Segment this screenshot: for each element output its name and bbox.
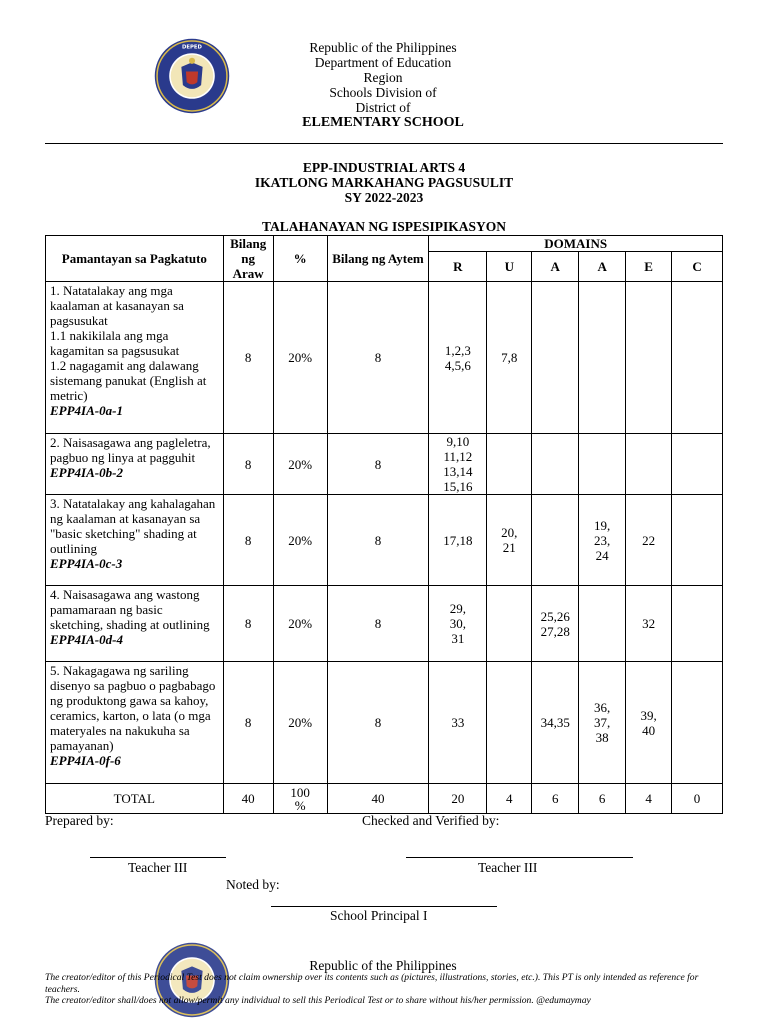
items-cell: 8 (327, 495, 429, 586)
a2-cell (579, 586, 626, 662)
e-cell: 32 (626, 586, 672, 662)
total-a2: 6 (579, 784, 626, 814)
header-c: C (672, 252, 723, 282)
e-cell (626, 434, 672, 495)
principal-title: School Principal I (330, 908, 428, 923)
percent-cell: 20% (273, 495, 327, 586)
signature-line-teacher-right (406, 857, 633, 858)
competency-text: 1. Natatalakay ang mga kaalaman at kasanayan sa pagsusukat 1.1 nakikilala ang mga kagamitan sa pagsusukat 1.2 nagagamit ang dalawang sistemang panukat (English at metric) (50, 283, 207, 403)
header-a2: A (579, 252, 626, 282)
items-cell: 8 (327, 434, 429, 495)
signature-line-teacher-left (90, 857, 226, 858)
competency-code: EPP4IA-0a-1 (50, 403, 123, 418)
header-row (46, 236, 723, 252)
competency-cell (46, 586, 224, 662)
table-caption: TALAHANAYAN NG ISPESIPIKASYON (261, 219, 507, 234)
u-cell: 20, 21 (487, 495, 532, 586)
header-competency: Pamantayan sa Pagkatuto (46, 236, 224, 282)
noted-by-label: Noted by: (226, 877, 280, 892)
header-republic: Republic of the Philippines (309, 40, 457, 55)
teacher-left-title: Teacher III (128, 860, 188, 875)
signature-line-principal (271, 906, 497, 907)
percent-cell: 20% (273, 662, 327, 784)
a2-cell: 36, 37, 38 (579, 662, 626, 784)
r-cell: 1,2,3 4,5,6 (429, 282, 487, 434)
days-cell: 8 (223, 586, 273, 662)
items-cell: 8 (327, 282, 429, 434)
c-cell (672, 434, 723, 495)
competency-cell (46, 662, 224, 784)
competency-code: EPP4IA-0f-6 (50, 753, 121, 768)
a1-cell: 25,26 27,28 (532, 586, 579, 662)
header-division: Schools Division of (329, 85, 437, 100)
total-items: 40 (327, 784, 429, 814)
title-exam: IKATLONG MARKAHANG PAGSUSULIT (254, 175, 514, 190)
a2-cell: 19, 23, 24 (579, 495, 626, 586)
exam-title (150, 160, 618, 205)
u-cell: 7,8 (487, 282, 532, 434)
a2-cell (579, 282, 626, 434)
header-block (200, 40, 566, 130)
total-c: 0 (672, 784, 723, 814)
checked-by-label: Checked and Verified by: (362, 813, 500, 828)
header-u: U (487, 252, 532, 282)
items-cell: 8 (327, 662, 429, 784)
table-row (46, 586, 723, 662)
competency-cell (46, 434, 224, 495)
total-u: 4 (487, 784, 532, 814)
header-divider (45, 143, 723, 144)
total-row (46, 784, 723, 814)
total-a1: 6 (532, 784, 579, 814)
e-cell: 22 (626, 495, 672, 586)
competency-cell (46, 282, 224, 434)
disclaimer-ownership: The creator/editor of this Periodical Test does not claim ownership over its contents such as (pictures, illustrations, stories, etc.). This PT is only intended as reference for teachers. (45, 972, 699, 995)
table-row (46, 662, 723, 784)
u-cell (487, 434, 532, 495)
competency-text: 4. Naisasagawa ang wastong pamamaraan ng basic sketching, shading at outlining (50, 587, 210, 632)
competency-code: EPP4IA-0d-4 (50, 632, 123, 647)
days-cell: 8 (223, 495, 273, 586)
total-percent: 100 % (273, 784, 327, 814)
prepared-by-label: Prepared by: (45, 813, 114, 828)
header-e: E (626, 252, 672, 282)
header-district: District of (355, 100, 411, 115)
e-cell: 39, 40 (626, 662, 672, 784)
teacher-right-title: Teacher III (478, 860, 538, 875)
u-cell (487, 662, 532, 784)
competency-text: 3. Natatalakay ang kahalagahan ng kaalaman at kasanayan sa "basic sketching" shading at outlining (50, 496, 216, 556)
a1-cell (532, 282, 579, 434)
header-region: Region (363, 70, 403, 85)
header-school: ELEMENTARY SCHOOL (302, 115, 464, 130)
table-row (46, 495, 723, 586)
days-cell: 8 (223, 434, 273, 495)
c-cell (672, 662, 723, 784)
disclaimer (45, 972, 735, 1007)
total-days: 40 (223, 784, 273, 814)
items-cell: 8 (327, 586, 429, 662)
table-row (46, 282, 723, 434)
u-cell (487, 586, 532, 662)
competency-text: 5. Nakagagawa ng sariling disenyo sa pagbuo o pagbabago ng produktong gawa sa kahoy, ceramics, karton, o lata (o mga materyales na nakukuha sa pamayanan) (50, 663, 216, 753)
total-e: 4 (626, 784, 672, 814)
e-cell (626, 282, 672, 434)
a1-cell (532, 495, 579, 586)
total-r: 20 (429, 784, 487, 814)
competency-code: EPP4IA-0b-2 (50, 465, 123, 480)
r-cell: 9,10 11,12 13,14 15,16 (429, 434, 487, 495)
a2-cell (579, 434, 626, 495)
title-school-year: SY 2022-2023 (344, 190, 424, 205)
header-domains: DOMAINS (429, 236, 723, 252)
a1-cell (532, 434, 579, 495)
footer-republic: Republic of the Philippines (309, 958, 457, 973)
svg-text:DEPED: DEPED (182, 44, 202, 51)
days-cell: 8 (223, 282, 273, 434)
percent-cell: 20% (273, 282, 327, 434)
competency-cell (46, 495, 224, 586)
specification-table (45, 235, 723, 814)
r-cell: 33 (429, 662, 487, 784)
disclaimer-permission: The creator/editor shall/does not allow/permit any individual to sell this Periodical Test or to share without his/her permission. @edumaymay (45, 995, 591, 1006)
header-a1: A (532, 252, 579, 282)
header-department: Department of Education (314, 55, 452, 70)
c-cell (672, 586, 723, 662)
title-subject: EPP-INDUSTRIAL ARTS 4 (302, 160, 466, 175)
header-percent: % (273, 236, 327, 282)
header-items: Bilang ng Aytem (327, 236, 429, 282)
days-cell: 8 (223, 662, 273, 784)
competency-text: 2. Naisasagawa ang pagleletra, pagbuo ng linya at pagguhit (50, 435, 211, 465)
header-r: R (429, 252, 487, 282)
r-cell: 29, 30, 31 (429, 586, 487, 662)
c-cell (672, 282, 723, 434)
r-cell: 17,18 (429, 495, 487, 586)
header-days: Bilang ng Araw (223, 236, 273, 282)
a1-cell: 34,35 (532, 662, 579, 784)
table-row (46, 434, 723, 495)
c-cell (672, 495, 723, 586)
percent-cell: 20% (273, 434, 327, 495)
total-label: TOTAL (46, 784, 224, 814)
competency-code: EPP4IA-0c-3 (50, 556, 123, 571)
percent-cell: 20% (273, 586, 327, 662)
